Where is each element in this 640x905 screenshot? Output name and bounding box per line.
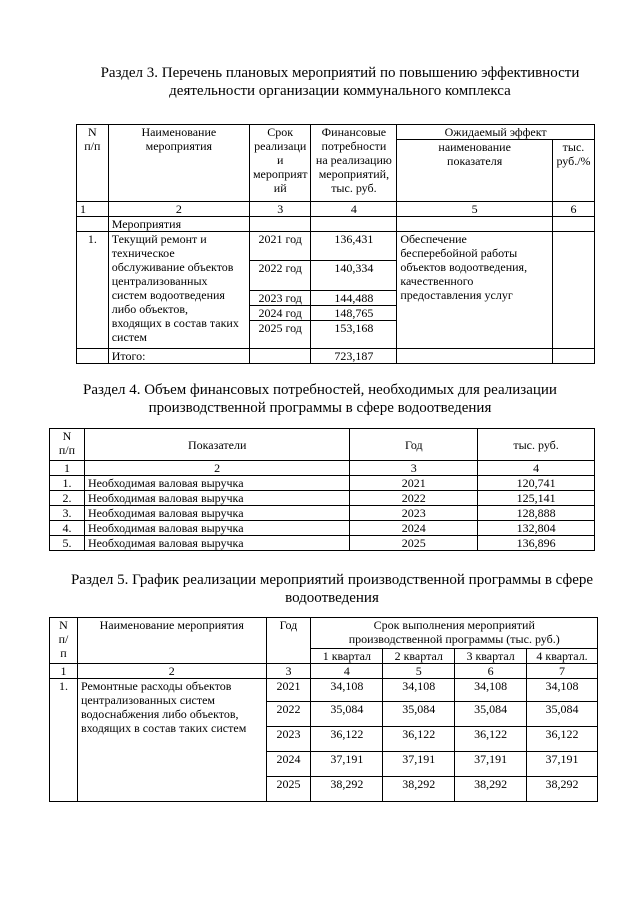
section3-title-line1: Раздел 3. Перечень плановых мероприятий по повышению эффективности bbox=[100, 65, 580, 81]
section5-title-line2: водоотведения bbox=[285, 590, 379, 606]
s3-item-name: Текущий ремонт и техническое обслуживание объектов централизованных систем водоотведения либо объектов, входящих в состав таких систем bbox=[108, 232, 249, 349]
s5-header-q4: 4 квартал. bbox=[527, 649, 598, 664]
s5-header-q2: 2 квартал bbox=[383, 649, 455, 664]
s3-item-number: 1. bbox=[77, 232, 109, 349]
s3-value: 144,488 bbox=[311, 291, 397, 306]
s5-header-name: Наименование мероприятия bbox=[77, 618, 266, 664]
s3-column-numbers: 1 2 3 4 5 6 bbox=[77, 202, 595, 217]
s5-column-numbers: 1 2 3 4 5 6 7 bbox=[50, 664, 598, 679]
s3-section-label: Мероприятия bbox=[108, 217, 249, 232]
s3-value: 153,168 bbox=[311, 321, 397, 349]
section3-heading bbox=[80, 64, 600, 100]
section5-table bbox=[49, 617, 598, 802]
s5-item-name: Ремонтные расходы объектов централизованных систем водоснабжения либо объектов, входящих в состав таких систем bbox=[77, 679, 266, 802]
section4-title-line2: производственной программы в сфере водоотведения bbox=[148, 400, 492, 416]
s3-header-expected-effect: Ожидаемый эффект bbox=[397, 125, 595, 140]
section4-table bbox=[49, 428, 595, 551]
s4-header-indicators: Показатели bbox=[84, 429, 349, 461]
s3-value: 148,765 bbox=[311, 306, 397, 321]
s3-header-indicator-name: наименование показателя bbox=[397, 140, 553, 202]
s3-year: 2024 год bbox=[249, 306, 311, 321]
section3-table bbox=[76, 124, 595, 364]
s3-header-term: Срок реализаци и мероприят ий bbox=[249, 125, 311, 202]
s3-header-name: Наименование мероприятия bbox=[108, 125, 249, 202]
table-row: 2025 38,292 38,292 38,292 38,292 bbox=[50, 777, 598, 802]
s5-header-term: Срок выполнения мероприятий производственной программы (тыс. руб.) bbox=[311, 618, 598, 649]
s4-column-numbers: 1 2 3 4 bbox=[50, 461, 595, 476]
section5-title-line1: Раздел 5. График реализации мероприятий производственной программы в сфере bbox=[70, 572, 594, 588]
table-row: 2024 37,191 37,191 37,191 37,191 bbox=[50, 752, 598, 777]
s3-total-label: Итого: bbox=[108, 349, 249, 364]
table-row: 3. Необходимая валовая выручка 2023 128,888 bbox=[50, 506, 595, 521]
table-row: 4. Необходимая валовая выручка 2024 132,804 bbox=[50, 521, 595, 536]
s3-effect-text: Обеспечение бесперебойной работы объектов водоотведения, качественного предоставления услуг bbox=[397, 232, 553, 349]
s4-header-value: тыс. руб. bbox=[478, 429, 595, 461]
s5-header-number: N п/ п bbox=[50, 618, 78, 664]
s3-header-number: N п/п bbox=[77, 125, 109, 202]
s4-header-number: N п/п bbox=[50, 429, 85, 461]
s5-header-q3: 3 квартал bbox=[455, 649, 527, 664]
section5-heading bbox=[52, 571, 612, 607]
s5-item-number: 1. bbox=[50, 679, 78, 802]
s3-total-value: 723,187 bbox=[311, 349, 397, 364]
s3-year: 2023 год bbox=[249, 291, 311, 306]
table-row: 2023 36,122 36,122 36,122 36,122 bbox=[50, 727, 598, 752]
s3-value: 136,431 bbox=[311, 232, 397, 261]
s3-year: 2021 год bbox=[249, 232, 311, 261]
s3-value: 140,334 bbox=[311, 261, 397, 291]
s5-header-year: Год bbox=[266, 618, 311, 664]
s3-header-unit: тыс. руб./% bbox=[553, 140, 595, 202]
section4-heading bbox=[60, 381, 580, 417]
s5-header-q1: 1 квартал bbox=[311, 649, 383, 664]
s4-header-year: Год bbox=[350, 429, 478, 461]
section4-title-line1: Раздел 4. Объем финансовых потребностей, необходимых для реализации bbox=[83, 382, 557, 398]
table-row: 1. Необходимая валовая выручка 2021 120,741 bbox=[50, 476, 595, 491]
s3-year: 2025 год bbox=[249, 321, 311, 349]
table-row: 5. Необходимая валовая выручка 2025 136,896 bbox=[50, 536, 595, 551]
table-row: 2. Необходимая валовая выручка 2022 125,141 bbox=[50, 491, 595, 506]
table-row: 1. Ремонтные расходы объектов централизованных систем водоснабжения либо объектов, входящих в состав таких систем 2021 34,108 34,108 34,108 34,108 bbox=[50, 679, 598, 702]
table-row: 2022 35,084 35,084 35,084 35,084 bbox=[50, 702, 598, 727]
s3-year: 2022 год bbox=[249, 261, 311, 291]
s3-header-financial-needs: Финансовые потребности на реализацию мероприятий, тыс. руб. bbox=[311, 125, 397, 202]
section3-title-line2: деятельности организации коммунального комплекса bbox=[169, 83, 511, 99]
